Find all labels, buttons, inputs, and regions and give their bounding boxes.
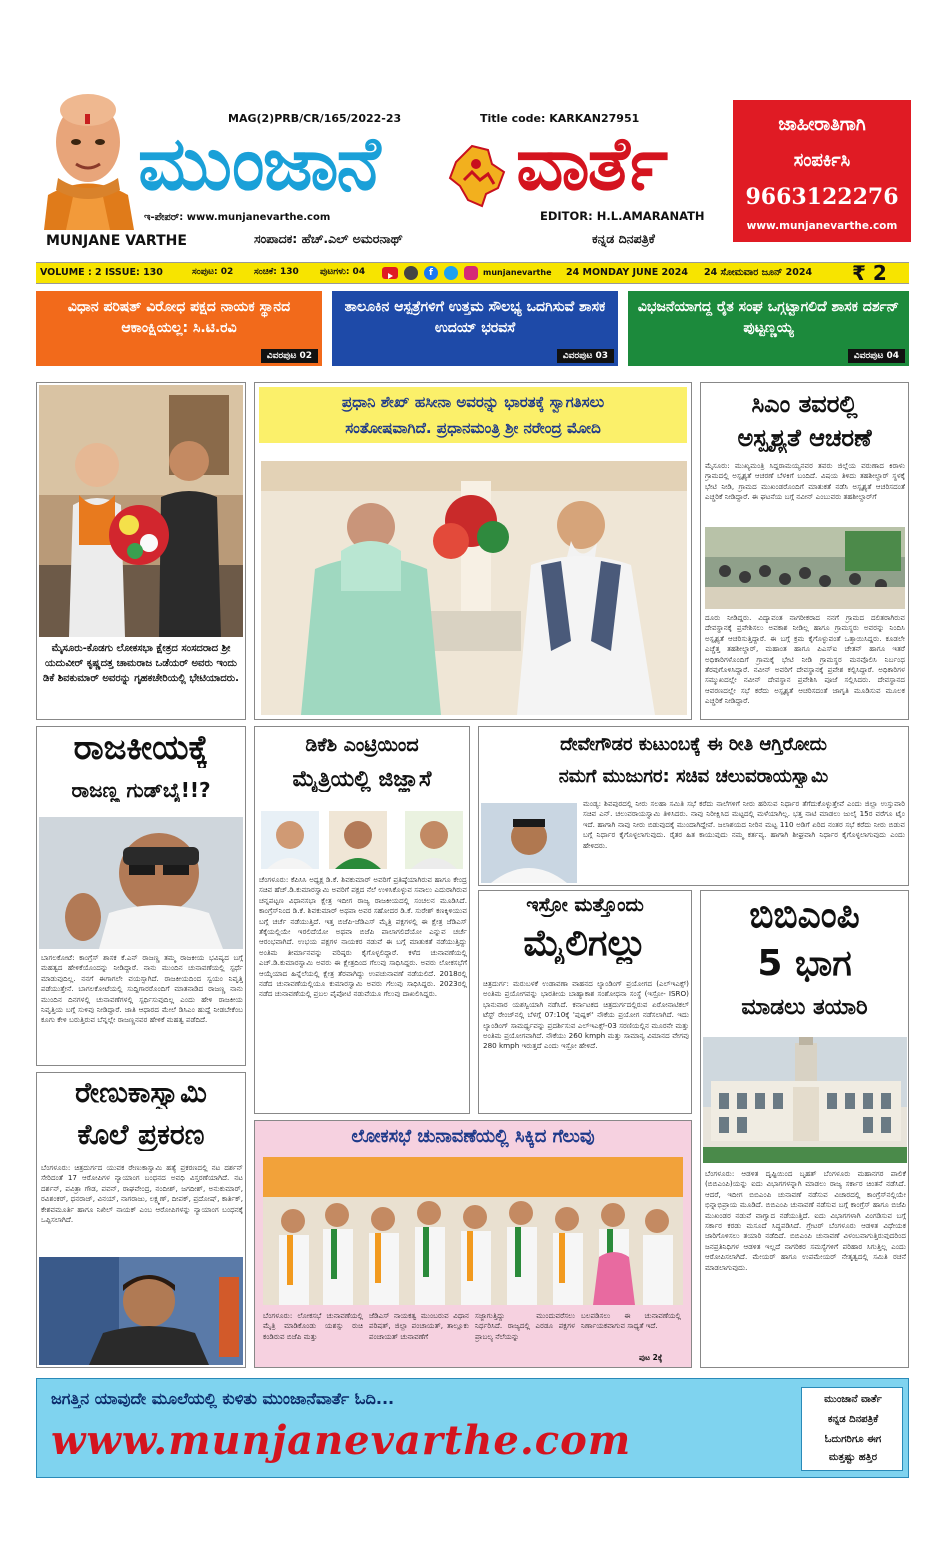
footer-side-4: ಮತ್ತಷ್ಟು ಹತ್ತಿರ — [828, 1452, 878, 1463]
logo-varthe: ವಾರ್ತೆ — [516, 121, 667, 207]
devegowda-headline-1: ದೇವೇಗೌಡರ ಕುಟುಂಬಕ್ಕೆ ಈ ರೀತಿ ಆಗ್ತಿರೋದು — [560, 735, 827, 755]
info-bar — [36, 262, 909, 284]
rajanna-headline-2: ರಾಜಣ್ಣ ಗುಡ್‌ಬೈ!!? — [71, 779, 211, 802]
ad-site[interactable]: www.munjanevarthe.com — [746, 220, 898, 232]
renuka-headline-1: ರೇಣುಕಾಸ್ವಾಮಿ — [75, 1077, 207, 1109]
footer-side-box — [801, 1387, 903, 1471]
advertise-box[interactable] — [733, 100, 911, 242]
loksabha-col-3: ಸಜ್ಜಾಗುತ್ತಿದ್ದು ಮುಂದುವರೆಸಲು ನಿರ್ಧರಿಸಿದೆ. ರಾಜ್ಯದಲ್ಲಿ ಎರಡೂ ಪಕ್ಷಗಳ ಪ್ರಾಬಲ್ಯ ನೆಲೆಯನ್ನು — [475, 1311, 575, 1341]
youtube-icon[interactable] — [382, 267, 398, 279]
minister-photo — [481, 803, 577, 883]
bbmp-story — [700, 890, 909, 1368]
footer-tagline: ಜಗತ್ತಿನ ಯಾವುದೇ ಮೂಲೆಯಲ್ಲಿ ಕುಳಿತು ಮುಂಜಾನೆವಾರ್ತೆ ಓದಿ... — [51, 1389, 395, 1408]
dks-story — [254, 726, 470, 1114]
web-icon[interactable] — [404, 266, 418, 280]
ad-line-1: ಜಾಹೀರಾತಿಗಾಗಿ — [778, 114, 866, 135]
renuka-body: ಬೆಂಗಳೂರು: ಚಿತ್ರದುರ್ಗದ ಯುವಕ ರೇಣುಕಾಸ್ವಾಮಿ ಹತ್ಯೆ ಪ್ರಕರಣದಲ್ಲಿ ನಟ ದರ್ಶನ್ ಸೇರಿದಂತೆ 17 ಆರೋಪಿಗಳ ನ್ಯಾಯಾಂಗ ಬಂಧನದ ಅವಧಿ ವಿಸ್ತರಣೆಯಾಗಿದೆ. ನಟ ದರ್ಶನ್, ಪವಿತ್ರಾ ಗೌಡ, ಪವನ್, ರಾಘವೇಂದ್ರ, ನಂದೀಶ್, ಜಗದೀಶ್, ಅನುಕುಮಾರ್, ರವಿಶಂಕರ್, ಧನರಾಜ್, ವಿನಯ್, ನಾಗರಾಜು, ಲಕ್ಷ್ಮಣ್, ದೀಪಕ್, ಪ್ರದೋಷ್, ಕಾರ್ತಿಕ್, ಕೇಶವಮೂರ್ತಿ ಹಾಗೂ ನಿಖಿಲ್ ನಾಯಕ್ ಎಂಬ ಆರೋಪಿಗಳನ್ನು ನ್ಯಾಯಾಂಗ ಬಂಧನಕ್ಕೆ ಒಪ್ಪಿಸಲಾಗಿದೆ. — [41, 1163, 243, 1225]
dks-headline-1: ಡಿಕೆಶಿ ಎಂಟ್ರಿಯಿಂದ — [305, 735, 419, 756]
bbmp-building-photo — [703, 1037, 907, 1163]
ad-phone[interactable]: 9663122276 — [745, 184, 899, 210]
devegowda-body: ಮಂಡ್ಯ: ಶಿವಪುರದಲ್ಲಿ ನೀರು ಸಲಹಾ ಸಮಿತಿ ಸಭೆ ಕರೆದು ನಾಲೆಗಳಿಗೆ ನೀರು ಹರಿಸುವ ನಿರ್ಧಾರ ತೆಗೆದುಕೊಳ್ಳುತ್ತೇವೆ ಎಂದು ಜಿಲ್ಲಾ ಉಸ್ತುವಾರಿ ಸಚಿವ ಎನ್. ಚಲುವರಾಯಸ್ವಾಮಿ ತಿಳಿಸಿದರು. ನಾವು ನಿರೀಕ್ಷಿಸಿದ ಮಟ್ಟದಲ್ಲಿ ಮಳೆಯಾಗಿಲ್ಲ. ಭತ್ತ ನಾಟಿ ಮಾಡಲು ಜುಲೈ 15ರ ವರೆಗೂ ಟೈಂ ಇದೆ. ಹಾಗಾಗಿ ನಾವು ನೀರು ಬಿಡುವುದಕ್ಕೆ ಮುಂದಾಗಿದ್ದೇವೆ. ಜಲಾಶಯದ ನೀರಿನ ಮಟ್ಟ 110 ಅಡಿಗೆ ಏರಿದ ನಂತರ ಸಭೆ ಕರೆದು ನೀರು ಬಿಡುವ ಬಗ್ಗೆ ನಿರ್ಧಾರ ಕೈಗೊಳ್ಳಲಾಗುವುದು. ರೈತರ ಹಿತ ಕಾಯುವುದು ನಮ್ಮ ಕರ್ತವ್ಯ. ಹಾಗಾಗಿ ಶೀಘ್ರವಾಗಿ ನಿರ್ಧಾರ ಕೈಗೊಳ್ಳಲಾಗುವುದು ಎಂದು ಹೇಳಿದರು. — [583, 799, 905, 850]
kn-issue: ಸಂಚಿಕೆ: 130 — [254, 267, 299, 277]
editor-en: EDITOR: H.L.AMARANATH — [540, 209, 705, 223]
isro-headline-1: ಇಸ್ರೋ ಮತ್ತೊಂದು — [526, 895, 644, 916]
left-top-story — [36, 382, 246, 720]
right-top-body-1: ಮೈಸೂರು: ಮುಖ್ಯಮಂತ್ರಿ ಸಿದ್ದರಾಮಯ್ಯನವರ ತವರು ಜಿಲ್ಲೆಯ ವರುಣಾದ ಕಿರಾಳು ಗ್ರಾಮದಲ್ಲಿ ಅಸ್ಪೃಶ್ಯತೆ ಆಚರಣೆ ಬೆಳಕಿಗೆ ಬಂದಿದೆ. ವಿಷಯ ತಿಳಿದು ತಹಶೀಲ್ದಾರ್ ಸ್ಥಳಕ್ಕೆ ಭೇಟಿ ನೀಡಿ, ಗ್ರಾಮದ ಮುಖಂಡರೊಂದಿಗೆ ಮಾತುಕತೆ ನಡೆಸಿ ಅಸ್ಪೃಶ್ಯತೆ ಆಚರಿಸದಂತೆ ಎಚ್ಚರಿಕೆ ನೀಡಿದ್ದಾರೆ. ಈ ಘಟನೆಯ ಬಗ್ಗೆ ನವೀನ್ ಎಂಬುವರು ತಹಶೀಲ್ದಾರ್‌ಗೆ — [705, 461, 905, 502]
bbmp-headline-3: ಮಾಡಲು ತಯಾರಿ — [741, 995, 868, 1020]
registration-number: MAG(2)PRB/CR/165/2022-23 — [228, 112, 402, 125]
teaser-2-text: ತಾಲೂಕಿನ ಆಸ್ಪತ್ರೆಗಳಿಗೆ ಉತ್ತಮ ಸೌಲಭ್ಯ ಒದಗಿಸುವೆ ಶಾಸಕ ಉದಯ್ ಭರವಸೆ — [344, 299, 606, 336]
volume-issue: VOLUME : 2 ISSUE: 130 — [40, 267, 163, 278]
teaser-1-page: ವಿವರಪುಟ 02 — [261, 349, 318, 363]
title-code: Title code: KARKAN27951 — [480, 112, 640, 125]
lead-headline-1: ಪ್ರಧಾನಿ ಶೇಖ್ ಹಸೀನಾ ಅವರನ್ನು ಭಾರತಕ್ಕೆ ಸ್ವಾಗತಿಸಲು — [341, 393, 605, 411]
loksabha-headline: ಲೋಕಸಭೆ ಚುನಾವಣೆಯಲ್ಲಿ ಸಿಕ್ಕಿದ ಗೆಲುವು — [351, 1127, 595, 1147]
instagram-icon[interactable] — [464, 266, 478, 280]
footer-side-1: ಮುಂಜಾನೆ ವಾರ್ತೆ — [824, 1394, 882, 1405]
teaser-2[interactable] — [332, 291, 618, 366]
masthead — [0, 0, 945, 262]
lead-headline-2: ಸಂತೋಷವಾಗಿದೆ. ಪ್ರಧಾನಮಂತ್ರಿ ಶ್ರೀ ನರೇಂದ್ರ ಮೋದಿ — [345, 419, 601, 437]
renuka-photo — [39, 1257, 243, 1365]
founder-portrait — [36, 80, 140, 230]
teaser-3[interactable] — [628, 291, 909, 366]
kn-volume: ಸಂಪುಟ: 02 — [192, 267, 234, 277]
paper-name-en: MUNJANE VARTHE — [46, 233, 187, 249]
dks-body: ಚೆಂಗಳೂರು: ಕೆಪಿಸಿಸಿ ಅಧ್ಯಕ್ಷ ಡಿ.ಕೆ. ಶಿವಕುಮಾರ್ ಅವರಿಗೆ ಪ್ರತಿಷ್ಠೆಯಾಗಿರುವ ಹಾಗೂ ಕೇಂದ್ರ ಸಚಿವ ಹೆಚ್.ಡಿ.ಕುಮಾರಸ್ವಾಮಿ ಅವರಿಗೆ ಪಕ್ಷದ ನೆಲೆ ಉಳಿಸಿಕೊಳ್ಳುವ ಸವಾಲು ಎದುರಾಗಿರುವ ಚನ್ನಪಟ್ಟಣ ವಿಧಾನಸಭಾ ಕ್ಷೇತ್ರ ಇದೀಗ ರಾಜ್ಯ ರಾಜಕೀಯದಲ್ಲಿ ಸಂಚಲನ ಮೂಡಿಸಿದೆ. ಕಾಂಗ್ರೆಸ್‌ನಿಂದ ಡಿ.ಕೆ. ಶಿವಕುಮಾರ್ ಅಥವಾ ಅವರ ಸಹೋದರ ಡಿ.ಕೆ. ಸುರೇಶ್ ಕಣಕ್ಕಿಳಿಯುವ ಬಗ್ಗೆ ಚರ್ಚೆ ನಡೆಯುತ್ತಿದೆ. ಇತ್ತ ಬಿಜೆಪಿ-ಜೆಡಿಎಸ್ ಮೈತ್ರಿ ಪಕ್ಷಗಳಲ್ಲಿ ಈ ಕ್ಷೇತ್ರ ಜೆಡಿಎಸ್ ತೆಕ್ಕೆಯಲ್ಲಿಯೇ ಇರಲಿದೆಯೋ ಅಥವಾ ಬಿಜೆಪಿ ಪಾಲಾಗಲಿದೆಯೋ ಎನ್ನುವ ಚರ್ಚೆ ಆರಂಭವಾಗಿದೆ. ಉಭಯ ಪಕ್ಷಗಳ ನಾಯಕರ ನಡುವೆ ಈ ಬಗ್ಗೆ ಮಾತುಕತೆ ನಡೆಯುತ್ತಿದ್ದು ಅಂತಿಮ ತೀರ್ಮಾನವನ್ನು ವರಿಷ್ಠರು ಕೈಗೊಳ್ಳಲಿದ್ದಾರೆ. ಕಳೆದ ಚುನಾವಣೆಯಲ್ಲಿ ಎಚ್.ಡಿ.ಕುಮಾರಸ್ವಾಮಿ ಅವರು ಈ ಕ್ಷೇತ್ರದಿಂದ ಗೆಲುವು ಸಾಧಿಸಿದ್ದರು. ಅವರು ಲೋಕಸಭೆಗೆ ಆಯ್ಕೆಯಾದ ಹಿನ್ನೆಲೆಯಲ್ಲಿ ಕ್ಷೇತ್ರ ತೆರವಾಗಿದ್ದು ಉಪಚುನಾವಣೆ ನಡೆಯಲಿದೆ. 2018ರಲ್ಲಿ ನಡೆದ ಚುನಾವಣೆಯಲ್ಲಿಯೂ ಕುಮಾರಸ್ವಾಮಿ ಅವರು ಗೆಲುವು ಸಾಧಿಸಿದ್ದರು. 2023ರಲ್ಲಿ ನಡೆದ ಚುನಾವಣೆಯಲ್ಲಿ ಪ್ರಬಲ ಪೈಪೋಟಿ ನಡುವೆಯೂ ಗೆಲುವು ದಾಖಲಿಸಿದ್ದರು. — [259, 875, 467, 999]
social-handle[interactable]: munjanevarthe — [483, 268, 552, 277]
rajanna-story — [36, 726, 246, 1066]
teaser-1[interactable] — [36, 291, 322, 366]
right-top-headline-2: ಅಸ್ಪೃಶ್ಯತೆ ಆಚರಣೆ — [737, 425, 872, 452]
footer-side-2: ಕನ್ನಡ ದಿನಪತ್ರಿಕೆ — [827, 1414, 879, 1425]
bbmp-headline-1: ಬಿಬಿಎಂಪಿ — [749, 895, 860, 936]
meeting-photo — [39, 385, 243, 637]
teaser-3-text: ವಿಭಜನೆಯಾಗದ್ದ ರೈತ ಸಂಘ ಒಗ್ಗಟ್ಟಾಗಲಿದೆ ಶಾಸಕ ದರ್ಶನ್ ಪುಟ್ಟಣ್ಣಯ್ಯ — [637, 299, 900, 336]
right-top-headline-1: ಸಿಎಂ ತವರಲ್ಲಿ — [751, 391, 858, 418]
center-lead-story — [254, 382, 692, 720]
right-top-body-2: ದೂರು ನೀಡಿದ್ದರು. ವಿದ್ಯಾವಂತ ನಾಗರೀಕರಾದ ನನಗೆ ಗ್ರಾಮದ ದಲಿತರಾಗಿರುವ ದೇವಸ್ಥಾನಕ್ಕೆ ಪ್ರವೇಶಿಸಲು ಅವಕಾಶ ನೀಡಿಲ್ಲ ಹಾಗೂ ಗ್ರಾಮಸ್ಥರು ಅವರನ್ನು ನಿಂದಿಸಿ ಅಸ್ಪೃಶ್ಯತೆ ಆಚರಿಸುತ್ತಿದ್ದಾರೆ. ಈ ಬಗ್ಗೆ ಕ್ರಮ ಕೈಗೊಳ್ಳುವಂತೆ ಒತ್ತಾಯಿಸಿದ್ದರು. ಕೂಡಲೇ ಎಚ್ಚೆತ್ತ ತಹಶೀಲ್ದಾರ್, ಮಹಾಂತ ಹಾಗೂ ಪಿಎಸ್ಐ ಚೇತನ್ ಹಾಗೂ ಇತರೆ ಅಧಿಕಾರಿಗಳೊಂದಿಗೆ ಗ್ರಾಮಕ್ಕೆ ಭೇಟಿ ನೀಡಿ ಗ್ರಾಮಸ್ಥರ ಮನವೊಲಿಸಿ ನಿರ್ಬಂಧ ತೆರವುಗೊಳಿಸಿದ್ದಾರೆ. ನವೀನ್ ಅವರಿಗೆ ದೇವಸ್ಥಾನಕ್ಕೆ ಪ್ರವೇಶ ಕಲ್ಪಿಸಿದ್ದಾರೆ. ಅಧಿಕಾರಿಗಳ ಸಮ್ಮುಖದಲ್ಲೇ ನವೀನ್ ದೇವಸ್ಥಾನ ಪ್ರವೇಶಿಸಿ ಪೂಜೆ ಸಲ್ಲಿಸಿದರು. ದೇವಸ್ಥಾನದ ಆವರಣದಲ್ಲೇ ಸಭೆ ಕರೆದು ಅಸ್ಪೃಶ್ಯತೆ ಆಚರಿಸದಂತೆ ಜಾಗೃತಿ ಮೂಡಿಸುವ ಮೂಲಕ ಎಚ್ಚರಿಕೆ ನೀಡಿದ್ದಾರೆ. — [705, 613, 905, 706]
rajanna-headline-1: ರಾಜಕೀಯಕ್ಕೆ — [73, 729, 209, 768]
renuka-story — [36, 1072, 246, 1368]
devegowda-story — [478, 726, 909, 886]
right-top-story — [700, 382, 909, 720]
footer-site[interactable]: www.munjanevarthe.com — [51, 1417, 632, 1464]
logo-munjane: ಮುಂಜಾನೆ — [138, 121, 379, 207]
bbmp-headline-2: 5 ಭಾಗ — [757, 943, 852, 984]
meeting-caption: ಮೈಸೂರು-ಕೊಡಗು ಲೋಕಸಭಾ ಕ್ಷೇತ್ರದ ಸಂಸದರಾದ ಶ್ರೀ ಯದುವೀರ್ ಕೃಷ್ಣದತ್ತ ಚಾಮರಾಜ ಒಡೆಯರ್ ಅವರು ಇಂದು ಡಿಕೆ ಶಿವಕುಮಾರ್ ಅವರನ್ನು ಗೃಹಕಚೇರಿಯಲ್ಲಿ ಭೇಟಿಯಾದರು. — [43, 643, 239, 684]
daily-kn: ಕನ್ನಡ ದಿನಪತ್ರಿಕೆ — [592, 231, 655, 246]
loksabha-col-2: ಜೆಡಿಎಸ್ ನಾಯಕತ್ವ ಮುಂಬರುವ ವಿಧಾನ ಪರಿಷತ್, ಜಿಲ್ಲಾ ಪಂಚಾಯತ್, ತಾಲ್ಲೂಕು ಪಂಚಾಯತ್ ಚುನಾವಣೆಗೆ — [369, 1311, 469, 1341]
epaper-url[interactable]: ಇ-ಪೇಪರ್: www.munjanevarthe.com — [144, 212, 331, 223]
lead-headline-box — [259, 387, 687, 443]
loksabha-col-1: ಬೆಂಗಳೂರು: ಲೋಕಸಭೆ ಚುನಾವಣೆಯಲ್ಲಿ ಮೈತ್ರಿ ಮಾಡಿಕೊಂಡು ಯಶಸ್ಸು ರುಚಿ ಕಂಡಿರುವ ಬಿಜೆಪಿ ಮತ್ತು — [263, 1311, 363, 1341]
loksabha-continue[interactable]: ಪುಟ 2ಕ್ಕೆ — [639, 1353, 663, 1362]
loksabha-col-4: ಬಲಪಡಿಸಲು ಈ ಚುನಾವಣೆಯಲ್ಲಿ ನಿರ್ಣಾಯಕವಾಗುವ ಸಾಧ್ಯತೆ ಇದೆ. — [581, 1311, 681, 1331]
facebook-icon[interactable]: f — [424, 266, 438, 280]
footer-banner[interactable] — [36, 1378, 909, 1478]
isro-story — [478, 890, 692, 1114]
twitter-icon[interactable] — [444, 266, 458, 280]
price: ₹ 2 — [852, 261, 887, 285]
dks-headline-2: ಮೈತ್ರಿಯಲ್ಲಿ ಜಿಜ್ಞಾಸೆ — [292, 767, 432, 792]
date-en: 24 MONDAY JUNE 2024 — [566, 267, 688, 278]
dks-photo-1 — [261, 811, 319, 869]
teaser-1-text: ವಿಧಾನ ಪರಿಷತ್ ವಿರೋಧ ಪಕ್ಷದ ನಾಯಕ ಸ್ಥಾನದ ಆಕಾಂಕ್ಷಿಯಲ್ಲ: ಸಿ.ಟಿ.ರವಿ — [67, 299, 291, 336]
protest-photo — [705, 527, 905, 609]
bbmp-body: ಬೆಂಗಳೂರು: ಆಡಳಿತ ದೃಷ್ಟಿಯಿಂದ ಬೃಹತ್ ಬೆಂಗಳೂರು ಮಹಾನಗರ ಪಾಲಿಕೆ (ಬಿಬಿಎಂಪಿ)ಯನ್ನು ಐದು ವಿಭಾಗಗಳನ್ನಾಗಿ ಮಾಡಲು ರಾಜ್ಯ ಸರ್ಕಾರ ಚಿಂತನೆ ನಡೆಸಿದೆ. ಆದರೆ, ಇದೀಗ ಬಿಬಿಎಂಪಿ ಚುನಾವಣೆ ನಡೆಸುವ ವಿಚಾರದಲ್ಲಿ ಕಾಂಗ್ರೆಸ್‌ನಲ್ಲಿಯೇ ಭಿನ್ನಾಭಿಪ್ರಾಯ ಮೂಡಿದೆ. ಬಿಬಿಎಂಪಿ ಚುನಾವಣೆ ನಡೆಸುವ ಬಗ್ಗೆ ಕಾಂಗ್ರೆಸ್ ಹಾಗೂ ಬಿಜೆಪಿ ಮುಖಂಡರ ನಡುವೆ ವಾಗ್ವಾದ ನಡೆಯುತ್ತಿದೆ. ಐದು ವಿಭಾಗಗಳಾಗಿ ವಿಂಗಡಿಸುವ ಬಗ್ಗೆ ಸರ್ಕಾರ ಕರಡು ಮಸೂದೆ ಸಿದ್ಧಪಡಿಸಿದೆ. ಗ್ರೇಟರ್ ಬೆಂಗಳೂರು ಆಡಳಿತ ವಿಧೇಯಕ ಜಾರಿಗೊಳಿಸಲು ತಯಾರಿ ನಡೆದಿದೆ. ಬಿಬಿಎಂಪಿ ಚುನಾವಣೆ ವಿಳಂಬವಾಗುತ್ತಿರುವುದರಿಂದ ಜನಪ್ರತಿನಿಧಿಗಳ ಆಡಳಿತ ಇಲ್ಲದೆ ನಾಗರಿಕರ ಸಮಸ್ಯೆಗಳಿಗೆ ಪರಿಹಾರ ಸಿಗುತ್ತಿಲ್ಲ ಎಂದು ಆರೋಪಿಸಲಾಗಿದೆ. ಮೇಯರ್ ಹಾಗೂ ಉಪಮೇಯರ್ ನೇತೃತ್ವದಲ್ಲಿ ಸಮಿತಿ ರಚನೆ ಮಾಡಲಾಗುವುದು. — [705, 1169, 906, 1272]
karnataka-map-icon — [442, 140, 512, 210]
lead-photo — [261, 461, 687, 715]
isro-headline-2: ಮೈಲಿಗಲ್ಲು — [523, 923, 647, 964]
teaser-3-page: ವಿವರಪುಟ 04 — [848, 349, 905, 363]
kn-pages: ಪುಟಗಳು: 04 — [320, 267, 366, 277]
dks-photo-3 — [405, 811, 463, 869]
editor-kn: ಸಂಪಾದಕ: ಹೆಚ್.ಎಲ್ ಅಮರನಾಥ್ — [254, 231, 403, 246]
isro-body: ಚಿತ್ರದುರ್ಗ: ಮರುಬಳಕೆ ಉಡಾವಣಾ ವಾಹನದ ಲ್ಯಾಂಡಿಂಗ್ ಪ್ರಯೋಗದ (ಎಲ್‌ಇಎಕ್ಸ್) ಅಂತಿಮ ಪ್ರಯೋಗವನ್ನು ಭಾರತೀಯ ಬಾಹ್ಯಾಕಾಶ ಸಂಶೋಧನಾ ಸಂಸ್ಥೆ (ಇಸ್ರೋ- ISRO) ಭಾನುವಾರ ಯಶಸ್ವಿಯಾಗಿ ನಡೆಸಿದೆ. ಕರ್ನಾಟಕದ ಚಿತ್ರದುರ್ಗದಲ್ಲಿರುವ ಏರೋನಾಟಿಕಲ್ ಟೆಸ್ಟ್ ರೇಂಜ್‌ನಲ್ಲಿ ಬೆಳಗ್ಗೆ 07:10ಕ್ಕೆ 'ಪುಷ್ಪಕ್' ನೌಕೆಯ ಪ್ರಯೋಗ ನಡೆಸಲಾಗಿದೆ. ಇದು ಲ್ಯಾಂಡಿಂಗ್ ಸಾಮರ್ಥ್ಯವನ್ನು ಪ್ರದರ್ಶಿಸುವ ಎಲ್‌ಇಎಕ್ಸ್-03 ಸರಣಿಯಲ್ಲಿನ ಮೂರನೇ ಮತ್ತು ಅಂತಿಮ ಪ್ರಯೋಗವಾಗಿದೆ. ನೌಕೆಯು 260 kmph ಮತ್ತು ಸಾಮಾನ್ಯ ವಿಮಾನದ ವೇಗವು 280 kmph ಇರುತ್ತದೆ ಎಂದು ಇಸ್ರೋ ಹೇಳಿದೆ. — [483, 979, 689, 1051]
date-kn: 24 ಸೋಮವಾರ ಜೂನ್ 2024 — [704, 267, 813, 278]
footer-side-3: ಓದುಗರಿಗೂ ಈಗ — [824, 1434, 882, 1445]
rajanna-body: ಬಾಗಲಕೋಟೆ: ಕಾಂಗ್ರೆಸ್ ಶಾಸಕ ಕೆ.ಎನ್ ರಾಜಣ್ಣ ತಮ್ಮ ರಾಜಕೀಯ ಭವಿಷ್ಯದ ಬಗ್ಗೆ ಮಹತ್ವದ ಹೇಳಿಕೆಯೊಂದನ್ನು ನೀಡಿದ್ದಾರೆ. ನಾನು ಮುಂದಿನ ಚುನಾವಣೆಯಲ್ಲಿ ಸ್ಪರ್ಧೆ ಮಾಡುವುದಿಲ್ಲ. ನನಗೆ ಈಗಾಗಲೇ ವಯಸ್ಸಾಗಿದೆ. ರಾಜಕೀಯದಿಂದ ಸ್ವಯಂ ನಿವೃತ್ತಿ ಪಡೆಯುತ್ತೇನೆ. ಬಾಗಲಕೋಟೆಯಲ್ಲಿ ಸುದ್ದಿಗಾರರೊಂದಿಗೆ ಮಾತನಾಡಿದ ರಾಜಣ್ಣ ನಾನು ಮುಂದಿನ ದಿನಗಳಲ್ಲಿ ಚುನಾವಣೆಗಳಲ್ಲಿ ಸ್ಪರ್ಧಿಸುವುದಿಲ್ಲ ಎಂದು ಹೇಳಿ ರಾಜಕೀಯ ನಿವೃತ್ತಿಯ ಬಗ್ಗೆ ಸುಳಿವು ನೀಡಿದ್ದಾರೆ. ಜಾತಿ ಆಧಾರದ ಮೇಲೆ ಡಿಸಿಎಂ ಹುದ್ದೆ ನೀಡಬೇಕೆಂಬ ಕೂಗು ಕೇಳಿ ಬರುತ್ತಿರುವ ಬೆನ್ನಲ್ಲೇ ರಾಜಣ್ಣನವರ ಹೇಳಿಕೆ ಮಹತ್ವ ಪಡೆದಿದೆ. — [41, 953, 243, 1025]
dks-photo-2 — [329, 811, 387, 869]
loksabha-photo — [263, 1157, 683, 1305]
loksabha-story — [254, 1120, 692, 1368]
rajanna-photo — [39, 817, 243, 949]
devegowda-headline-2: ನಮಗೆ ಮುಜುಗರ: ಸಚಿವ ಚಲುವರಾಯಸ್ವಾಮಿ — [558, 767, 829, 787]
ad-line-2: ಸಂಪರ್ಕಿಸಿ — [793, 150, 851, 171]
renuka-headline-2: ಕೊಲೆ ಪ್ರಕರಣ — [77, 1119, 205, 1151]
teaser-2-page: ವಿವರಪುಟ 03 — [557, 349, 614, 363]
